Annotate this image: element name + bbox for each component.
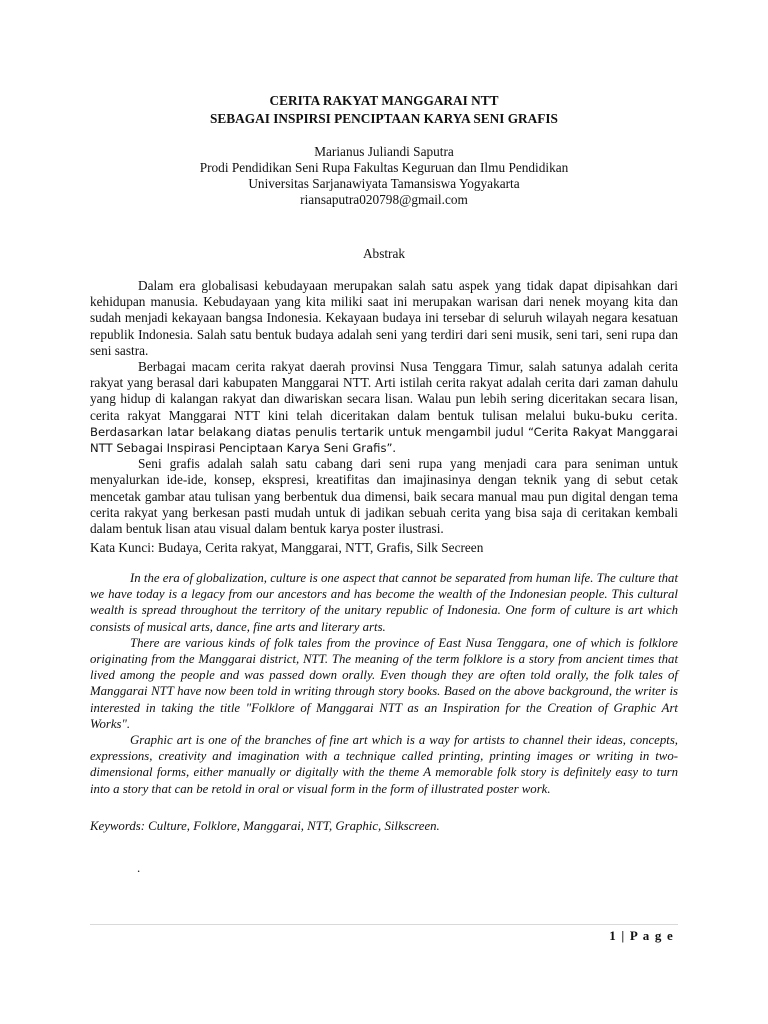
keywords-english: Keywords: Culture, Folklore, Manggarai, NTT, Graphic, Silkscreen. — [90, 819, 440, 833]
title-line-2: SEBAGAI INSPIRSI PENCIPTAAN KARYA SENI GRAFIS — [210, 111, 558, 126]
footer-divider — [90, 924, 678, 925]
abstract-paragraph-2-main: Berbagai macam cerita rakyat daerah provinsi Nusa Tenggara Timur, salah satunya adalah cerita rakyat yang berasal dari kabupaten Manggarai NTT. Arti istilah cerita rakyat adalah cerita dari zaman dahulu yang hidup di kalangan rakyat dan diwariskan secara lisan. Walau pun lebih sering diceritakan secara lisan, cerita rakyat Manggarai NTT kini telah diceritakan dalam bentuk tulisan melalui buku- — [90, 359, 678, 423]
page-number: 1 | P a g e — [609, 928, 674, 943]
abstract-paragraph-1: Dalam era globalisasi kebudayaan merupakan salah satu aspek yang tidak dapat dipisahkan dari kehidupan manusia. Kebudayaan yang kita miliki saat ini merupakan warisan dari nenek moyang kita dan sudah menjadi kekayaan bangsa Indonesia. Kekayaan budaya ini tersebar di seluruh wilayah negara kesatuan republik Indonesia. Salah satu bentuk budaya adalah seni yang terdiri dari seni musik, seni tari, seni rupa dan seni sastra. — [90, 278, 678, 358]
abstract-paragraph-2-sans: buku cerita. Berdasarkan latar belakang diatas penulis tertarik untuk mengambil judul “Cerita Rakyat Manggarai NTT Sebagai Inspirasi Penciptaan Karya Seni Grafis” — [90, 408, 678, 456]
author-name: Marianus Juliandi Saputra — [314, 144, 454, 159]
abstract-paragraph-3: Seni grafis adalah salah satu cabang dari seni rupa yang menjadi cara para seniman untuk menyalurkan ide-ide, konsep, ekspresi, kreatifitas dan imajinasinya dengan teknik yang di sebut cetak mencetak gambar atau tulisan yang berbentuk dua dimensi, baik secara manual mau pun digital dengan tema cerita rakyat yang berkesan pasti mudah untuk di jadikan sebuah cerita yang bisa saja di ceritakan kembali dalam bentuk lisan atau visual dalam bentuk karya poster ilustrasi. — [90, 456, 678, 537]
abstract-paragraph-2 — [90, 359, 678, 456]
abstract-en-paragraph-1: In the era of globalization, culture is one aspect that cannot be separated from human life. The culture that we have today is a legacy from our ancestors and has become the wealth of the Indonesian people. This cultural wealth is spread throughout the territory of the unitary republic of Indonesia. One form of culture is art which consists of musical arts, dance, fine arts and literary arts. — [90, 571, 678, 634]
stray-mark: . — [137, 860, 141, 875]
author-department: Prodi Pendidikan Seni Rupa Fakultas Keguruan dan Ilmu Pendidikan — [199, 160, 569, 175]
keywords-indonesian: Kata Kunci: Budaya, Cerita rakyat, Manggarai, NTT, Grafis, Silk Secreen — [90, 540, 484, 555]
abstract-indonesian — [90, 278, 678, 537]
author-email: riansaputra020798@gmail.com — [300, 192, 468, 207]
abstract-english — [90, 570, 678, 797]
abstract-heading: Abstrak — [362, 246, 406, 261]
paper-title — [90, 92, 678, 128]
author-university: Universitas Sarjanawiyata Tamansiswa Yogyakarta — [248, 176, 520, 191]
abstract-en-paragraph-3: Graphic art is one of the branches of fine art which is a way for artists to channel their ideas, concepts, expressions, creativity and imagination with a technique called printing, printing images or writing in two-dimensional forms, either manually or digitally with the theme A memorable folk story is definitely easy to turn into a story that can be retold in oral or visual form in the form of illustrated poster work. — [90, 733, 678, 796]
abstract-en-paragraph-2: There are various kinds of folk tales from the province of East Nusa Tenggara, one of which is folklore originating from the Manggarai district, NTT. The meaning of the term folklore is a story from ancient times that lived among the people and was passed down orally. Even though they are often told orally, the folk tales of Manggarai NTT have now been told in writing through story books. Based on the above background, the writer is interested in taking the title "Folklore of Manggarai NTT as an Inspiration for the Creation of Graphic Art Works". — [90, 635, 678, 731]
abstract-paragraph-2-end: . — [392, 440, 396, 456]
author-info — [90, 144, 678, 208]
title-line-1: CERITA RAKYAT MANGGARAI NTT — [269, 93, 499, 108]
